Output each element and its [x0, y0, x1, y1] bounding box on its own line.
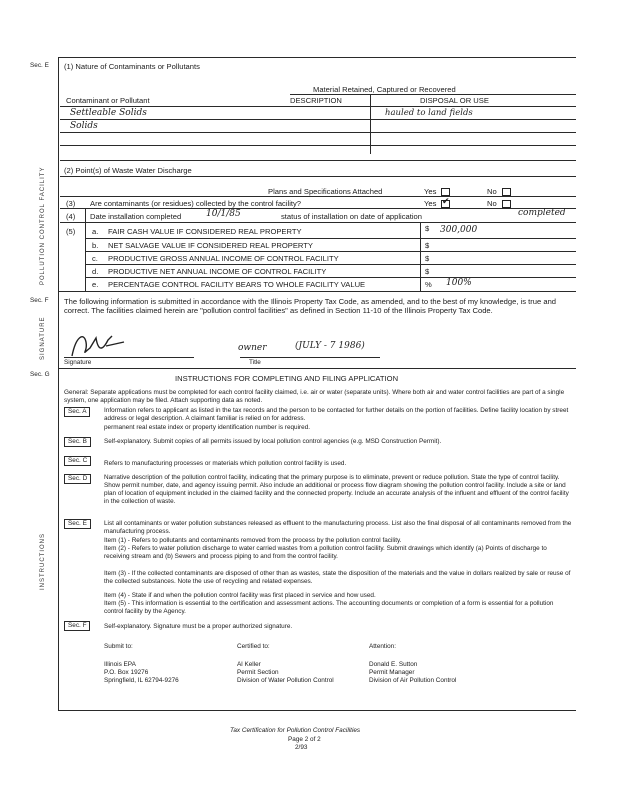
row-d-text: PRODUCTIVE NET ANNUAL INCOME OF CONTROL FACILITY	[108, 267, 327, 276]
sec-e-label: Sec. E	[30, 62, 49, 69]
sec-f-label: Sec. F	[30, 297, 49, 304]
addr3-line3: Division of Air Pollution Control	[369, 677, 457, 684]
q2-label: (2) Point(s) of Waste Water Discharge	[64, 166, 192, 175]
hw-signer-title: owner	[238, 343, 267, 353]
sec-f-side-label: SIGNATURE	[40, 316, 46, 360]
q4-text-a: Date installation completed	[90, 212, 182, 221]
sec-g-general: General: Separate applications must be completed for each control facility claimed, i.e. air or water (separate units). Where both air and water control facilities are part of a single system, one application may be filed. Attach supporting data as noted.	[64, 389, 565, 404]
q3-no-checkbox[interactable]	[502, 200, 511, 208]
instr-sec-b-label: Sec. B	[64, 437, 91, 447]
col-contaminant-header: Contaminant or Pollutant	[66, 96, 150, 105]
plans-no-checkbox[interactable]	[502, 188, 511, 196]
row-d-symbol: $	[425, 267, 430, 276]
row-d-letter: d.	[92, 267, 99, 276]
q3-yes-checkmark-icon: ✔	[442, 196, 450, 206]
hw-disposal-1: hauled to land fields	[385, 108, 473, 118]
addr1-line2: P.O. Box 19276	[104, 669, 149, 676]
instr-sec-c-text: Refers to manufacturing processes or materials which pollution control facility is used.	[104, 460, 347, 467]
instr-sec-e-item-4: Item (4) - State if and when the pollution control facility was first placed in service and how used.	[104, 592, 376, 599]
certified-to-label: Certified to:	[237, 643, 270, 650]
instr-sec-e-label: Sec. E	[64, 519, 91, 529]
sec-g-title: INSTRUCTIONS FOR COMPLETING AND FILING APPLICATION	[175, 374, 399, 383]
row-e-text: PERCENTAGE CONTROL FACILITY BEARS TO WHOLE FACILITY VALUE	[108, 280, 366, 289]
sec-e-side-label: POLLUTION CONTROL FACILITY	[40, 166, 46, 285]
row-a-text: FAIR CASH VALUE IF CONSIDERED REAL PROPERTY	[108, 227, 302, 236]
plans-yes-label: Yes	[424, 187, 437, 196]
row-b-letter: b.	[92, 241, 99, 250]
addr3-line1: Donald E. Sutton	[369, 661, 418, 668]
row-e-symbol: %	[425, 280, 432, 289]
sec-g-side-label: INSTRUCTIONS	[40, 533, 46, 590]
signature-scribble	[66, 330, 136, 360]
row-e-value: 100%	[446, 278, 472, 288]
row-c-letter: c.	[92, 254, 98, 263]
hw-install-date: 10/1/85	[206, 209, 241, 219]
instr-sec-d-label: Sec. D	[64, 474, 91, 484]
q3-number: (3)	[66, 199, 76, 208]
q1-label: (1) Nature of Contaminants or Pollutants	[64, 62, 200, 71]
row-e-letter: e.	[92, 280, 99, 289]
row-b-text: NET SALVAGE VALUE IF CONSIDERED REAL PROPERTY	[108, 241, 313, 250]
hw-install-status: completed	[518, 208, 566, 218]
row-c-symbol: $	[425, 254, 430, 263]
addr2-line1: Al Keller	[237, 661, 261, 668]
col-disposal-header: DISPOSAL OR USE	[420, 96, 489, 105]
instr-sec-e-item-1: Item (1) - Refers to pollutants and contaminants removed from the process by the pollution control facility.	[104, 537, 402, 544]
sec-g-label: Sec. G	[30, 371, 50, 378]
attention-label: Attention:	[369, 643, 397, 650]
row-a-letter: a.	[92, 227, 99, 236]
plans-no-label: No	[487, 187, 497, 196]
addr2-line2: Permit Section	[237, 669, 279, 676]
hw-contaminant-1: Settleable Solids	[70, 108, 147, 118]
q3-no-label: No	[487, 199, 497, 208]
addr2-line3: Division of Water Pollution Control	[237, 677, 334, 684]
material-header: Material Retained, Captured or Recovered	[313, 85, 456, 94]
instr-sec-f-text: Self-explanatory. Signature must be a proper authorized signature.	[104, 623, 293, 630]
submit-to-label: Submit to:	[104, 643, 133, 650]
plans-yes-checkbox[interactable]	[441, 188, 450, 196]
row-b-symbol: $	[425, 241, 430, 250]
instr-sec-a-extra: permanent real estate index or property identification number is required.	[104, 424, 311, 431]
instr-sec-e-item-3: Item (3) - If the collected contaminants are disposed of other than as wastes, state the disposition of the materials and the value in dollars realized by sale or reuse of the collected substances. Note the use of recycling and related expenses.	[104, 570, 571, 585]
footer-page-number: Page 2 of 2	[288, 736, 321, 743]
instr-sec-d-text: Narrative description of the pollution control facility, indicating that the primary purpose is to eliminate, prevent or reduce pollution. State the type of control facility. Show permit number, date, and agency issuing permit. Also include an additional or process flow diagram showing the pollution control facility. Include a site or land plan of location of equipment included in the claimed facility and the connected property. Include an accurate analysis of the influent and effluent of the control facility in the collection of waste.	[104, 474, 569, 505]
addr1-line1: Illinois EPA	[104, 661, 136, 668]
instr-sec-c-label: Sec. C	[64, 456, 91, 466]
q4-number: (4)	[66, 212, 76, 221]
footer-form-title: Tax Certification for Pollution Control Facilities	[230, 727, 361, 734]
row-c-text: PRODUCTIVE GROSS ANNUAL INCOME OF CONTROL FACILITY	[108, 254, 339, 263]
plans-label: Plans and Specifications Attached	[268, 187, 383, 196]
col-description-header: DESCRIPTION	[290, 96, 342, 105]
instr-sec-e-item-5: Item (5) - This information is essential to the certification and assessment actions. The accounting documents or completion of a form is essential for a pollution control facility by the Agency.	[104, 600, 554, 615]
q5-number: (5)	[66, 227, 76, 236]
instr-sec-e-item-2: Item (2) - Refers to water pollution discharge to water carried wastes from a pollution control facility. Submit drawings which identify (a) Points of discharge to receiving stream and (b) Sewers and process piping to and from the control facility.	[104, 545, 547, 560]
instr-sec-f-label: Sec. F	[64, 621, 90, 631]
hw-signed-date: (JULY - 7 1986)	[295, 341, 365, 351]
q3-text: Are contaminants (or residues) collected by the control facility?	[90, 199, 302, 208]
addr1-line3: Springfield, IL 62794-9276	[104, 677, 179, 684]
sec-f-statement: The following information is submitted in accordance with the Illinois Property Tax Code, as amended, and to the best of my knowledge, is true and correct. The facilities claimed herein are "pollution control facilities" as defined in Section 11-10 of the Illinois Property Tax Code.	[64, 297, 557, 315]
addr3-line2: Permit Manager	[369, 669, 415, 676]
q3-yes-label: Yes	[424, 199, 437, 208]
q4-text-b: status of installation on date of application	[281, 212, 422, 221]
row-a-symbol: $	[425, 224, 430, 233]
instr-sec-e-text: List all contaminants or water pollution substances released as effluent to the manufacturing process. List also the final disposal of all contaminants removed from the manufacturing process.	[104, 520, 572, 535]
title-label: Title	[249, 359, 261, 366]
instr-sec-a-label: Sec. A	[64, 407, 90, 417]
row-a-value: 300,000	[440, 225, 478, 235]
instr-sec-a-text: Information refers to applicant as listed in the tax records and the person to be contacted for further details on the portion of facilities. Define facility location by street address or legal description. A claimant familiar is relied on for address.	[104, 407, 569, 422]
footer-revision: 2/93	[295, 744, 308, 751]
hw-contaminant-2: Solids	[70, 121, 98, 131]
instr-sec-b-text: Self-explanatory. Submit copies of all permits issued by local pollution control agencies (e.g. MSD Construction Permit).	[104, 438, 442, 445]
signature-label: Signature	[64, 359, 92, 366]
